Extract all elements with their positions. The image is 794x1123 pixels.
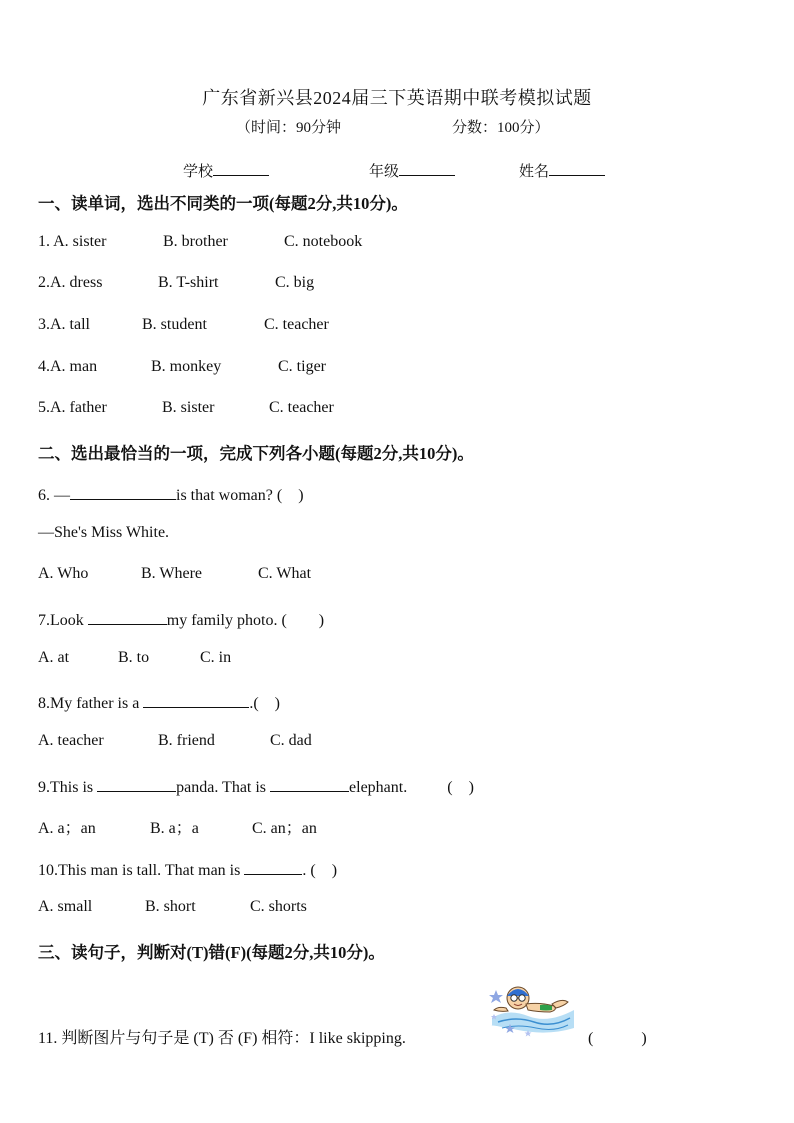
q7-option-c: C. in [200,649,232,666]
question-3 [38,316,329,334]
q10-option-a: A. small [38,898,93,915]
q10-option-c: C. shorts [250,898,307,915]
section3-heading: 三、读句子，判断对(T)错(F)(每题2分,共10分)。 [38,943,385,962]
q9-option-b: B. a；a [150,820,199,837]
name-label: 姓名 [519,164,550,180]
q3-option-c: C. teacher [264,316,329,333]
q7-prefix: 7.Look [38,612,88,629]
q8-option-c: C. dad [270,732,312,749]
q6-option-b: B. Where [141,565,203,582]
q3-option-b: B. student [142,316,207,333]
school-field [183,160,269,181]
q6-option-a: A. Who [38,565,89,582]
q9-prefix: 9.This is [38,779,98,796]
question-9 [38,774,474,797]
swimmer-illustration-icon [488,978,578,1040]
q9-suffix: elephant. [349,779,408,796]
question-4 [38,358,326,376]
question-10 [38,857,337,880]
q9-paren: ( ) [447,779,474,796]
exam-score: 分数：100分） [452,120,550,136]
q6-prefix: 6. — [38,487,70,504]
name-field [519,160,605,181]
q9-mid: panda. That is [176,779,271,796]
q10-prefix: 10.This man is tall. That man is [38,862,245,879]
q8-options [38,732,312,750]
grade-label: 年级 [369,164,400,180]
q11-paren: ( ) [588,1030,647,1047]
grade-blank[interactable] [399,161,455,176]
q5-option-a: 5.A. father [38,399,107,416]
q1-option-b: B. brother [163,233,228,250]
q4-option-b: B. monkey [151,358,222,375]
section1-heading: 一、读单词，选出不同类的一项(每题2分,共10分)。 [38,194,408,213]
q4-option-c: C. tiger [278,358,326,375]
question-11 [38,1025,406,1048]
name-blank[interactable] [549,161,605,176]
grade-field [369,160,455,181]
q7-blank[interactable] [88,610,167,625]
question-8 [38,690,280,713]
q9-options [38,815,317,838]
q9-blank-1[interactable] [97,777,176,792]
q7-option-b: B. to [118,649,150,666]
q10-blank[interactable] [244,860,302,875]
q8-option-a: A. teacher [38,732,104,749]
q10-suffix: . ( ) [302,862,338,879]
q2-option-c: C. big [275,274,315,291]
question-1 [38,233,362,251]
q6-options [38,565,311,583]
question-7 [38,607,324,630]
q7-option-a: A. at [38,649,70,666]
question-2 [38,274,314,292]
q1-option-a: 1. A. sister [38,233,107,250]
q5-option-b: B. sister [162,399,215,416]
q9-blank-2[interactable] [270,777,349,792]
q11-text: 11. 判断图片与句子是 (T) 否 (F) 相符：I like skipping. [38,1030,406,1047]
q10-option-b: B. short [145,898,196,915]
q6-suffix: is that woman? ( ) [176,487,304,504]
q1-option-c: C. notebook [284,233,363,250]
q6-blank[interactable] [70,485,176,500]
q8-suffix: .( ) [249,695,280,712]
school-blank[interactable] [213,161,269,176]
q6-option-c: C. What [258,565,312,582]
q3-option-a: 3.A. tall [38,316,90,333]
exam-time: （时间：90分钟 [236,120,342,136]
q2-option-b: B. T-shirt [158,274,219,291]
section2-heading: 二、选出最恰当的一项，完成下列各小题(每题2分,共10分)。 [38,444,474,463]
question-6 [38,482,304,505]
school-label: 学校 [183,164,214,180]
q10-options [38,898,307,916]
q5-option-c: C. teacher [269,399,334,416]
q8-blank[interactable] [143,693,249,708]
q7-options [38,649,231,667]
q8-prefix: 8.My father is a [38,695,144,712]
q6-answer-line: —She's Miss White. [38,524,170,541]
exam-title: 广东省新兴县2024届三下英语期中联考模拟试题 [202,88,592,108]
q2-option-a: 2.A. dress [38,274,103,291]
q7-suffix: my family photo. ( ) [166,612,325,629]
q4-option-a: 4.A. man [38,358,98,375]
question-5 [38,399,334,417]
q9-option-c: C. an；an [252,820,317,837]
q8-option-b: B. friend [158,732,215,749]
q9-option-a: A. a；an [38,820,96,837]
